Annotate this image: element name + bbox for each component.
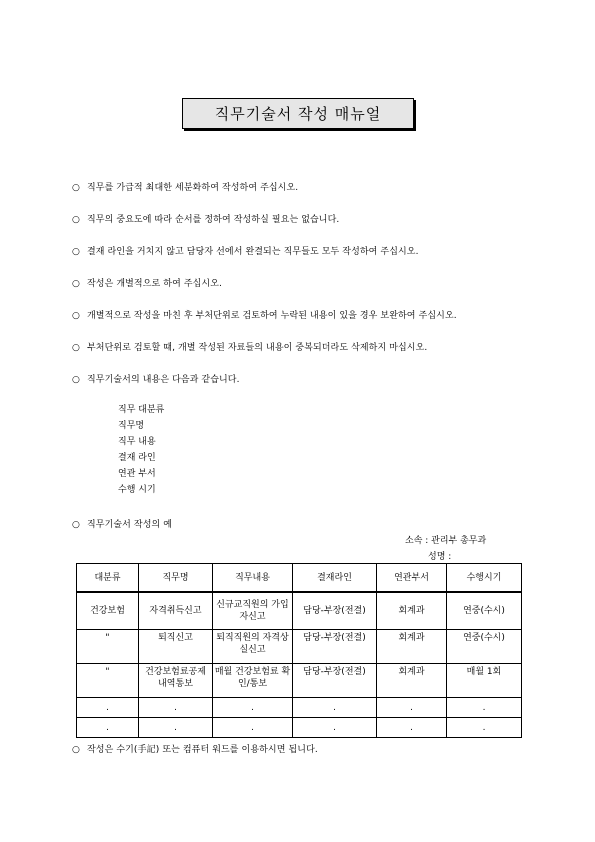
table-header-row (77, 564, 522, 593)
table-cell: . (77, 698, 139, 718)
table-row (77, 718, 522, 738)
table-header-cell: 직무명 (139, 564, 213, 593)
instruction-item: ○ 결재 라인을 거치지 않고 담당자 선에서 완결되는 직무들도 모두 작성하여 주십시오. (72, 247, 419, 257)
table-cell: 회계과 (377, 630, 447, 664)
contents-list-item: 직무 내용 (118, 437, 156, 447)
table-cell: 매월 건강보험료 확인/통보 (213, 664, 293, 698)
bullet-mark: ○ (72, 247, 80, 257)
example-heading: ○ 직무기술서 작성의 예 (72, 520, 173, 530)
table-cell: 퇴직직원의 자격상실신고 (213, 630, 293, 664)
table-cell: . (447, 698, 522, 718)
table-row (77, 630, 522, 664)
instruction-item: ○ 직무의 중요도에 따라 순서를 정하여 작성하실 필요는 없습니다. (72, 215, 340, 225)
bullet-mark: ○ (72, 745, 80, 755)
table-cell: 자격취득신고 (139, 592, 213, 630)
table-cell: 연중(수시) (447, 592, 522, 630)
table-cell: 건강보험 (77, 592, 139, 630)
bullet-mark: ○ (72, 215, 80, 225)
table-header-cell: 연관부서 (377, 564, 447, 593)
table-header-cell: 결재라인 (293, 564, 377, 593)
contents-list-item: 결재 라인 (118, 453, 156, 463)
table-cell: 퇴직신고 (139, 630, 213, 664)
contents-list-item: 연관 부서 (118, 469, 156, 479)
table-row (77, 664, 522, 698)
bullet-mark: ○ (72, 343, 80, 353)
table-cell: . (213, 698, 293, 718)
instruction-item: ○ 개별적으로 작성을 마친 후 부처단위로 검토하여 누락된 내용이 있을 경우 보완하여 주십시오. (72, 311, 457, 321)
table-cell: " (77, 664, 139, 698)
table-cell: 신규교직원의 가입자신고 (213, 592, 293, 630)
table-cell: . (139, 698, 213, 718)
table-cell: . (377, 718, 447, 738)
table-cell: 담당-부장(전결) (293, 664, 377, 698)
table-cell: 회계과 (377, 592, 447, 630)
table-cell: 담당-부장(전결) (293, 630, 377, 664)
contents-list-item: 직무명 (118, 421, 145, 431)
instruction-item: ○ 부처단위로 검토할 때, 개별 작성된 자료들의 내용이 중복되더라도 삭제하지 마십시오. (72, 343, 428, 353)
name-label: 성명 : (428, 552, 452, 562)
bullet-mark: ○ (72, 375, 80, 385)
table-header-cell: 수행시기 (447, 564, 522, 593)
footer-note: ○ 작성은 수기(手記) 또는 컴퓨터 워드를 이용하시면 됩니다. (72, 745, 318, 755)
table-row (77, 698, 522, 718)
table-cell: . (377, 698, 447, 718)
table-cell: . (447, 718, 522, 738)
table-cell: . (293, 698, 377, 718)
bullet-mark: ○ (72, 279, 80, 289)
example-table (76, 563, 522, 738)
instruction-item: ○ 직무를 가급적 최대한 세분화하여 작성하여 주십시오. (72, 183, 299, 193)
contents-list-item: 직무 대분류 (118, 405, 165, 415)
table-cell: . (77, 718, 139, 738)
table-row (77, 592, 522, 630)
instruction-item: ○ 작성은 개별적으로 하여 주십시오. (72, 279, 222, 289)
table-header-cell: 직무내용 (213, 564, 293, 593)
table-cell: . (139, 718, 213, 738)
table-cell: 매월 1회 (447, 664, 522, 698)
document-title: 직무기술서 작성 매뉴얼 (182, 98, 414, 129)
table-cell: 회계과 (377, 664, 447, 698)
instruction-item: ○ 직무기술서의 내용은 다음과 같습니다. (72, 375, 240, 385)
table-cell: 담당-부장(전결) (293, 592, 377, 630)
bullet-mark: ○ (72, 311, 80, 321)
table-cell: 연중(수시) (447, 630, 522, 664)
contents-list-item: 수행 시기 (118, 485, 156, 495)
bullet-mark: ○ (72, 520, 80, 530)
table-cell: . (213, 718, 293, 738)
table-cell: " (77, 630, 139, 664)
bullet-mark: ○ (72, 183, 80, 193)
table-cell: . (293, 718, 377, 738)
affiliation: 소속 : 관리부 총무과 (405, 536, 487, 546)
table-header-cell: 대분류 (77, 564, 139, 593)
contents-list (118, 402, 164, 498)
table-cell: 건강보험료공제 내역통보 (139, 664, 213, 698)
